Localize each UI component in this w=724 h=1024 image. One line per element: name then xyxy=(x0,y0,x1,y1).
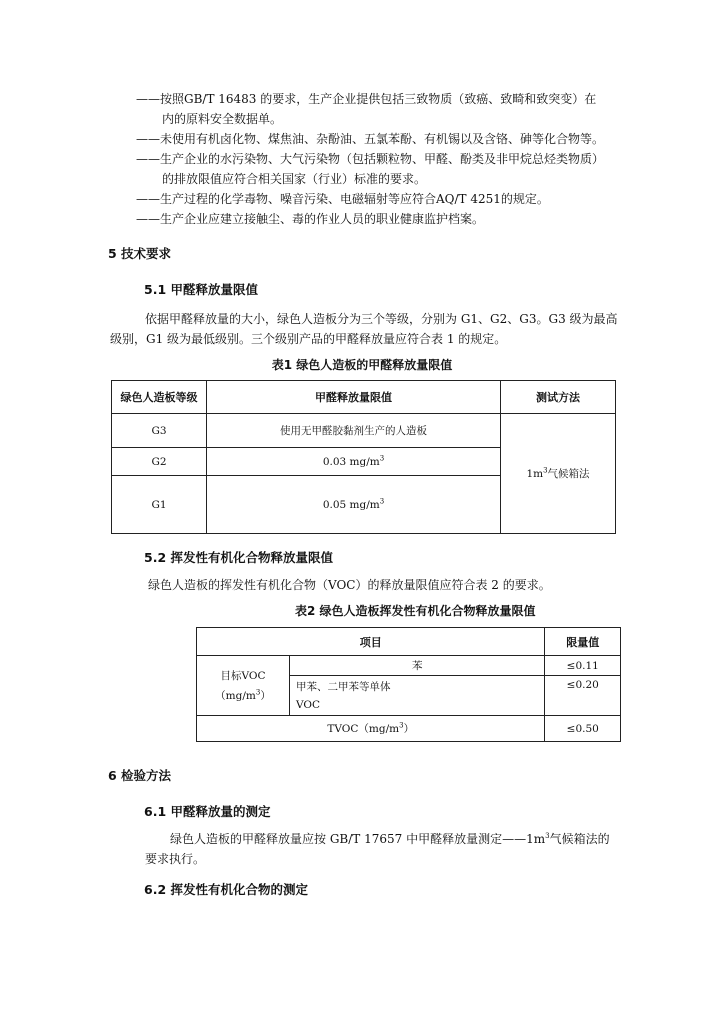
section-5-1-paragraph-l2: 级别，G1 级为最低级别。三个级别产品的甲醛释放量应符合表 1 的规定。 xyxy=(110,332,507,346)
intro-line-7: ——生产企业应建立接触尘、毒的作业人员的职业健康监护档案。 xyxy=(136,212,485,226)
unit-text-suffix: ） xyxy=(260,689,271,702)
section-6-1-paragraph-l2: 要求执行。 xyxy=(145,852,206,866)
grade-cell: G1 xyxy=(112,476,207,534)
method-text-suffix: 气候箱法 xyxy=(547,468,590,480)
section-6-1-paragraph-l1 xyxy=(170,830,610,847)
target-voc-unit xyxy=(197,686,289,706)
grade-cell: G3 xyxy=(112,414,207,448)
table-2 xyxy=(196,627,621,742)
table-row xyxy=(197,656,621,676)
table-1-header-limit: 甲醛释放量限值 xyxy=(207,381,501,414)
voc-name-line-2: VOC xyxy=(296,698,321,711)
table-1 xyxy=(111,380,616,534)
table-2-caption: 表2 绿色人造板挥发性有机化合物释放量限值 xyxy=(295,604,536,618)
tvoc-superscript: 3 xyxy=(399,721,404,730)
voc-name-cell: 苯 xyxy=(290,656,545,676)
limit-superscript: 3 xyxy=(379,497,385,505)
method-cell xyxy=(501,414,616,534)
limit-cell xyxy=(207,476,501,534)
section-5-1-paragraph-l1: 依据甲醛释放量的大小，绿色人造板分为三个等级，分别为 G1、G2、G3。G3 级为最高 xyxy=(145,312,618,326)
method-text: 1m xyxy=(526,468,544,480)
voc-name-line-1: 甲苯、二甲苯等单体 xyxy=(296,680,391,693)
section-6-1-heading: 6.1 甲醛释放量的测定 xyxy=(144,804,271,819)
section-5-2-heading: 5.2 挥发性有机化合物释放量限值 xyxy=(144,550,333,565)
para-superscript: 3 xyxy=(545,832,550,840)
intro-line-4: ——生产企业的水污染物、大气污染物（包括颗粒物、甲醛、酚类及非甲烷总烃类物质） xyxy=(136,152,605,166)
limit-superscript: 3 xyxy=(379,454,385,462)
table-1-header-method: 测试方法 xyxy=(501,381,616,414)
unit-text: （mg/m xyxy=(215,689,256,702)
grade-cell: G2 xyxy=(112,448,207,476)
limit-text: 0.05 mg/m xyxy=(322,498,380,511)
section-6-2-heading: 6.2 挥发性有机化合物的测定 xyxy=(144,882,308,897)
voc-name-cell xyxy=(290,676,545,716)
limit-cell: 使用无甲醛胶黏剂生产的人造板 xyxy=(207,414,501,448)
tvoc-text-suffix: ） xyxy=(403,723,415,735)
voc-limit-cell: ≤0.11 xyxy=(545,656,621,676)
voc-limit-cell: ≤0.20 xyxy=(545,676,621,716)
tvoc-text: TVOC（mg/m xyxy=(327,723,400,735)
target-voc-label-cell xyxy=(197,656,290,716)
table-2-header-item: 项目 xyxy=(197,628,545,656)
unit-superscript: 3 xyxy=(255,688,261,696)
intro-line-5: 的排放限值应符合相关国家（行业）标准的要求。 xyxy=(162,172,427,186)
target-voc-label: 目标VOC xyxy=(220,669,266,682)
intro-line-2: 内的原料安全数据单。 xyxy=(162,112,283,126)
section-5-heading: 5 技术要求 xyxy=(108,246,172,261)
section-5-2-paragraph: 绿色人造板的挥发性有机化合物（VOC）的释放量限值应符合表 2 的要求。 xyxy=(148,578,551,592)
section-5-1-heading: 5.1 甲醛释放量限值 xyxy=(144,282,258,297)
method-superscript: 3 xyxy=(543,466,548,475)
table-row xyxy=(112,414,616,448)
tvoc-limit-cell: ≤0.50 xyxy=(545,716,621,742)
tvoc-label-cell xyxy=(197,716,545,742)
intro-line-3: ——未使用有机卤化物、煤焦油、杂酚油、五氯苯酚、有机锡以及含铬、砷等化合物等。 xyxy=(136,132,605,146)
intro-line-6: ——生产过程的化学毒物、噪音污染、电磁辐射等应符合AQ/T 4251的规定。 xyxy=(136,192,549,206)
table-1-caption: 表1 绿色人造板的甲醛释放量限值 xyxy=(271,358,453,372)
table-1-header-grade: 绿色人造板等级 xyxy=(112,381,207,414)
limit-text: 0.03 mg/m xyxy=(322,455,380,468)
limit-cell xyxy=(207,448,501,476)
para-text-suffix: 气候箱法的 xyxy=(549,832,610,846)
intro-line-1: ——按照GB/T 16483 的要求，生产企业提供包括三致物质（致癌、致畸和致突变）在 xyxy=(136,92,597,106)
table-2-header-limit: 限量值 xyxy=(545,628,621,656)
table-row xyxy=(197,716,621,742)
para-text: 绿色人造板的甲醛释放量应按 GB/T 17657 中甲醛释放量测定——1m xyxy=(170,832,546,846)
section-6-heading: 6 检验方法 xyxy=(108,768,172,783)
